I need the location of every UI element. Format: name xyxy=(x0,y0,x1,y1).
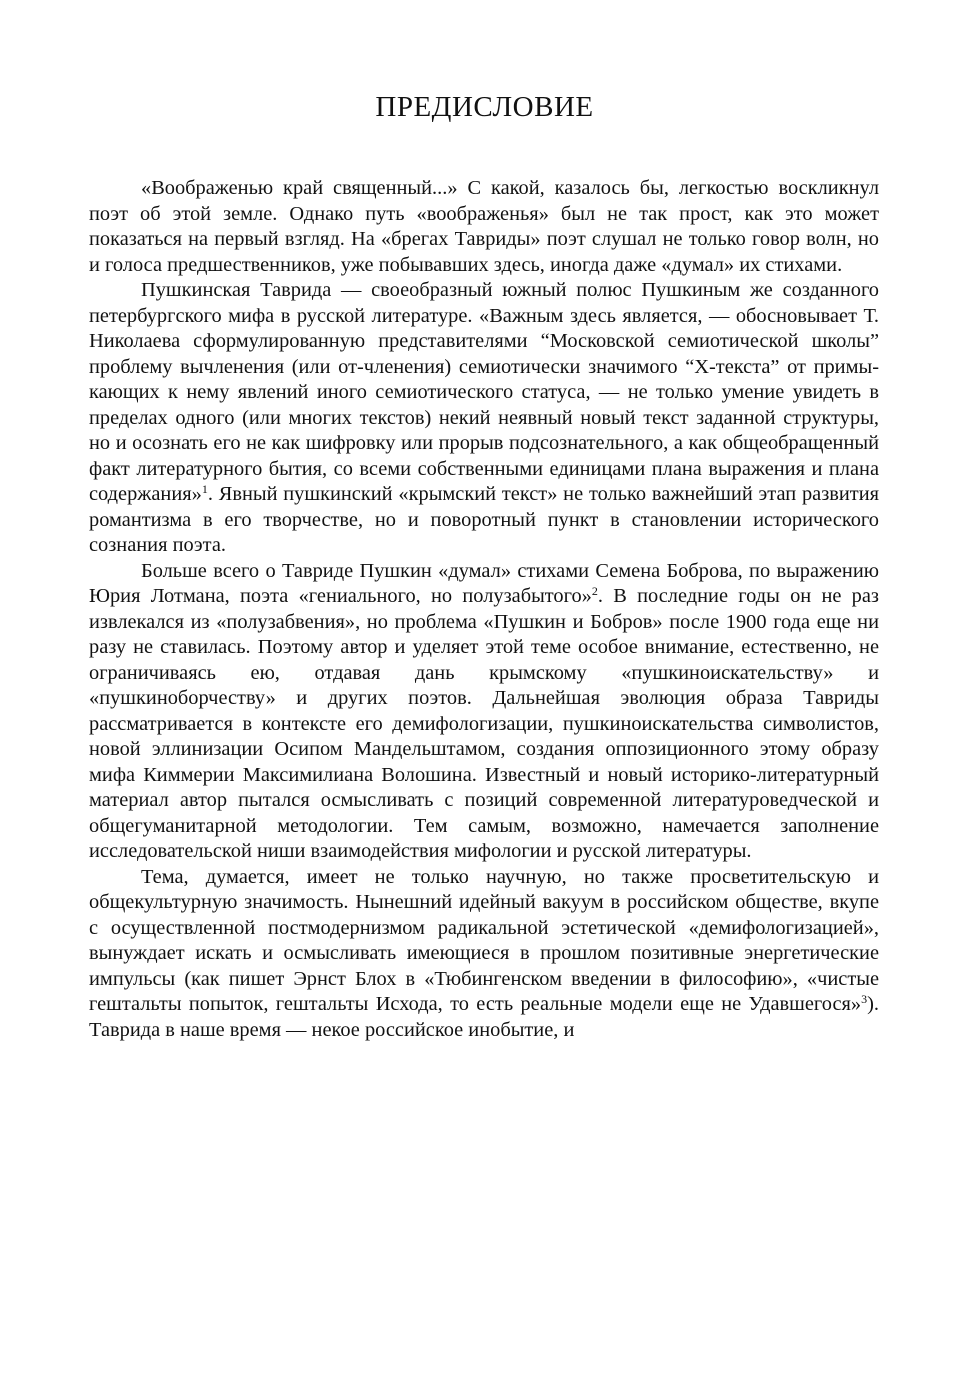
paragraph-3 xyxy=(89,559,879,865)
footnote-ref-2[interactable]: 2 xyxy=(591,584,598,598)
paragraph-4-text-after: ). Таврида в наше время — некое российское инобытие, и xyxy=(89,993,879,1041)
paragraph-1 xyxy=(89,176,879,278)
paragraph-1-text: «Воображенью край священный...» С какой, казалось бы, легкостью воскликнул поэт об этой земле. Однако путь «воображенья» был не так прост, как это может показаться на первый взгляд. На «брегах Тавриды» поэт слушал не только говор волн, но и голоса предшественников, уже побывавших здесь, иногда даже «думал» их стихами. xyxy=(89,177,879,276)
paragraph-3-text-after: . В последние годы он не раз извлекался из «полузабвения», но проблема «Пушкин и Бобров» после 1900 года еще ни разу не ставилась. Поэтому автор и уделяет этой теме особое внимание, естественно, не ограничиваясь ею, отдавая дань крымскому «пушкиноискательству» и «пушкиноборчеству» и других поэтов. Дальнейшая эволюция образа Тавриды рассматривается в контексте его демифологизации, пушкиноискательства символистов, новой эллинизации Осипом Мандельштамом, создания оппозиционного этому образу мифа Киммерии Максимилиана Волошина. Известный и новый историко-литературный материал автор пытался осмысливать с позиций современной литературоведческой и общегуманитарной методологии. Тем самым, возможно, намечается заполнение исследовательской ниши взаимодействия мифологии и русской литературы. xyxy=(89,585,879,862)
footnote-ref-3[interactable]: 3 xyxy=(861,992,868,1006)
paragraph-2-text: Пушкинская Таврида — своеобразный южный полюс Пушкиным же созданного петербургского мифа в русской литературе. «Важным здесь является, — обосновывает Т. Николаева сформулированную представителями “Московской семиотической школы” проблему вычленения (или от-членения) семиотически значимого “X-текста” от примыкающих к нему явлений иного семиотического статуса, — не только умение увидеть в пределах одного (или многих текстов) некий неявный новый текст заданной структуры, но и осознать его не как шифровку или прорыв подсознательного, а как общеобращенный факт литературного бытия, со всеми собственными единицами плана выражения и плана содержания» xyxy=(89,279,879,505)
preface-body xyxy=(89,176,879,1043)
footnote-ref-1[interactable]: 1 xyxy=(201,482,208,496)
paragraph-2 xyxy=(89,278,879,559)
paragraph-2-text-after: . Явный пушкинский «крымский текст» не только важнейший этап развития романтизма в его творчестве, но и поворотный пункт в становлении исторического сознания поэта. xyxy=(89,483,879,556)
page-title: ПРЕДИСЛОВИЕ xyxy=(375,91,594,123)
paragraph-4-text: Тема, думается, имеет не только научную, но также просветительскую и общекультурную значимость. Нынешний идейный вакуум в российском обществе, вкупе с осуществленной постмодернизмом радикальной эстетической «демифологизацией», вынуждает искать и осмысливать имеющиеся в прошлом позитивные энергетические импульсы (как пишет Эрнст Блох в «Тюбингенском введении в философию», «чистые гештальты попыток, гештальты Исхода, то есть реальные модели еще не Удавшегося» xyxy=(89,865,879,1015)
paragraph-3-text: Больше всего о Тавриде Пушкин «думал» стихами Семена Боброва, по выражению Юрия Лотмана, поэта «гениального, но полузабытого» xyxy=(89,559,879,607)
paragraph-4 xyxy=(89,865,879,1044)
